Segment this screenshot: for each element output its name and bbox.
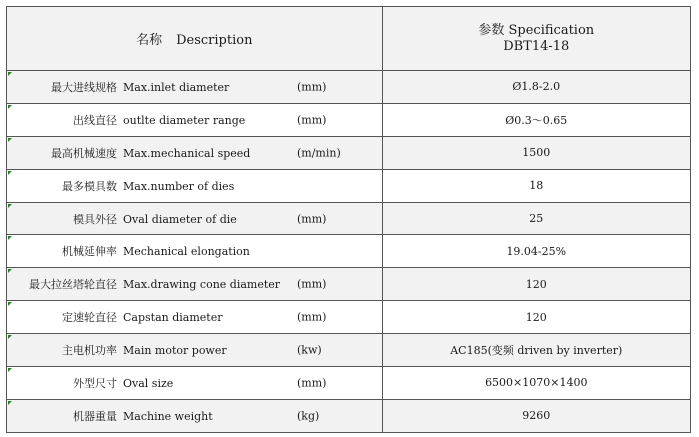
cell-corner-marker [8,72,12,76]
row-value-cell: Ø1.8-2.0 [382,71,690,104]
row-unit: (mm) [297,376,327,390]
row-label-cn: 机器重量 [73,409,117,423]
table-row [7,399,691,432]
row-description-cell [7,334,383,367]
header-specification-cell [382,7,690,71]
header-desc-en: Description [176,33,253,48]
row-label-en: Main motor power [123,344,227,358]
row-description-cell [7,301,383,334]
table-row [7,136,691,169]
row-value-cell: 120 [382,301,690,334]
row-value-cell: 18 [382,169,690,202]
table-row [7,103,691,136]
table-row [7,334,691,367]
row-unit: (mm) [297,113,327,127]
cell-corner-marker [8,269,12,273]
table-row [7,367,691,400]
row-label-en: Max.mechanical speed [123,146,251,160]
header-spec-title: 参数 Specification [478,22,595,38]
row-description-cell [7,169,383,202]
header-description-cell [7,7,383,71]
row-value-cell: 25 [382,202,690,235]
row-unit: (mm) [297,80,327,94]
row-unit: (kg) [297,409,320,423]
row-description-cell [7,71,383,104]
table-header-row [7,7,691,71]
row-label-cn: 出线直径 [73,113,117,127]
cell-corner-marker [8,302,12,306]
row-value-cell: 19.04-25% [382,235,690,268]
row-label-en: Max.inlet diameter [123,80,230,94]
row-label-cn: 最多模具数 [62,179,117,193]
cell-corner-marker [8,204,12,208]
row-label-en: Oval size [123,376,174,390]
table-row [7,71,691,104]
table-row [7,268,691,301]
row-description-cell [7,268,383,301]
row-label-cn: 机械延伸率 [62,245,117,259]
row-description-cell [7,399,383,432]
row-value-cell: 6500×1070×1400 [382,367,690,400]
row-description-cell [7,367,383,400]
cell-corner-marker [8,171,12,175]
table-row [7,235,691,268]
cell-corner-marker [8,401,12,405]
row-value-cell: AC185(变频 driven by inverter) [382,334,690,367]
header-model-number: DBT14-18 [503,38,570,54]
header-desc-cn: 名称 [136,33,163,48]
cell-corner-marker [8,368,12,372]
table-row [7,169,691,202]
row-label-en: Max.drawing cone diameter [123,278,281,292]
row-label-cn: 定速轮直径 [62,311,117,325]
row-value-cell: 9260 [382,399,690,432]
row-unit: (m/min) [297,146,341,160]
cell-corner-marker [8,138,12,142]
row-description-cell [7,103,383,136]
row-value-cell: Ø0.3～0.65 [382,103,690,136]
table-row [7,301,691,334]
row-label-cn: 最大进线规格 [51,80,117,94]
row-label-en: Max.number of dies [123,179,235,193]
row-unit: (mm) [297,277,327,291]
row-label-en: Machine weight [123,409,213,423]
row-description-cell [7,202,383,235]
cell-corner-marker [8,335,12,339]
row-value-cell: 1500 [382,136,690,169]
row-description-cell [7,235,383,268]
row-description-cell [7,136,383,169]
row-label-en: Mechanical elongation [123,245,250,259]
row-unit: (mm) [297,212,327,225]
row-label-cn: 最高机械速度 [51,146,117,160]
table-row [7,202,691,235]
row-label-en: outlte diameter range [123,113,246,127]
row-label-cn: 外型尺寸 [73,376,117,390]
row-label-cn: 模具外径 [73,212,117,226]
cell-corner-marker [8,236,12,240]
specification-table [6,6,691,433]
row-label-cn: 主电机功率 [62,344,117,358]
row-unit: (mm) [297,310,327,324]
row-label-en: Oval diameter of die [123,212,237,226]
row-unit: (kw) [297,343,322,357]
row-value-cell: 120 [382,268,690,301]
cell-corner-marker [8,105,12,109]
row-label-cn: 最大拉丝塔轮直径 [29,278,117,292]
row-label-en: Capstan diameter [123,311,223,325]
